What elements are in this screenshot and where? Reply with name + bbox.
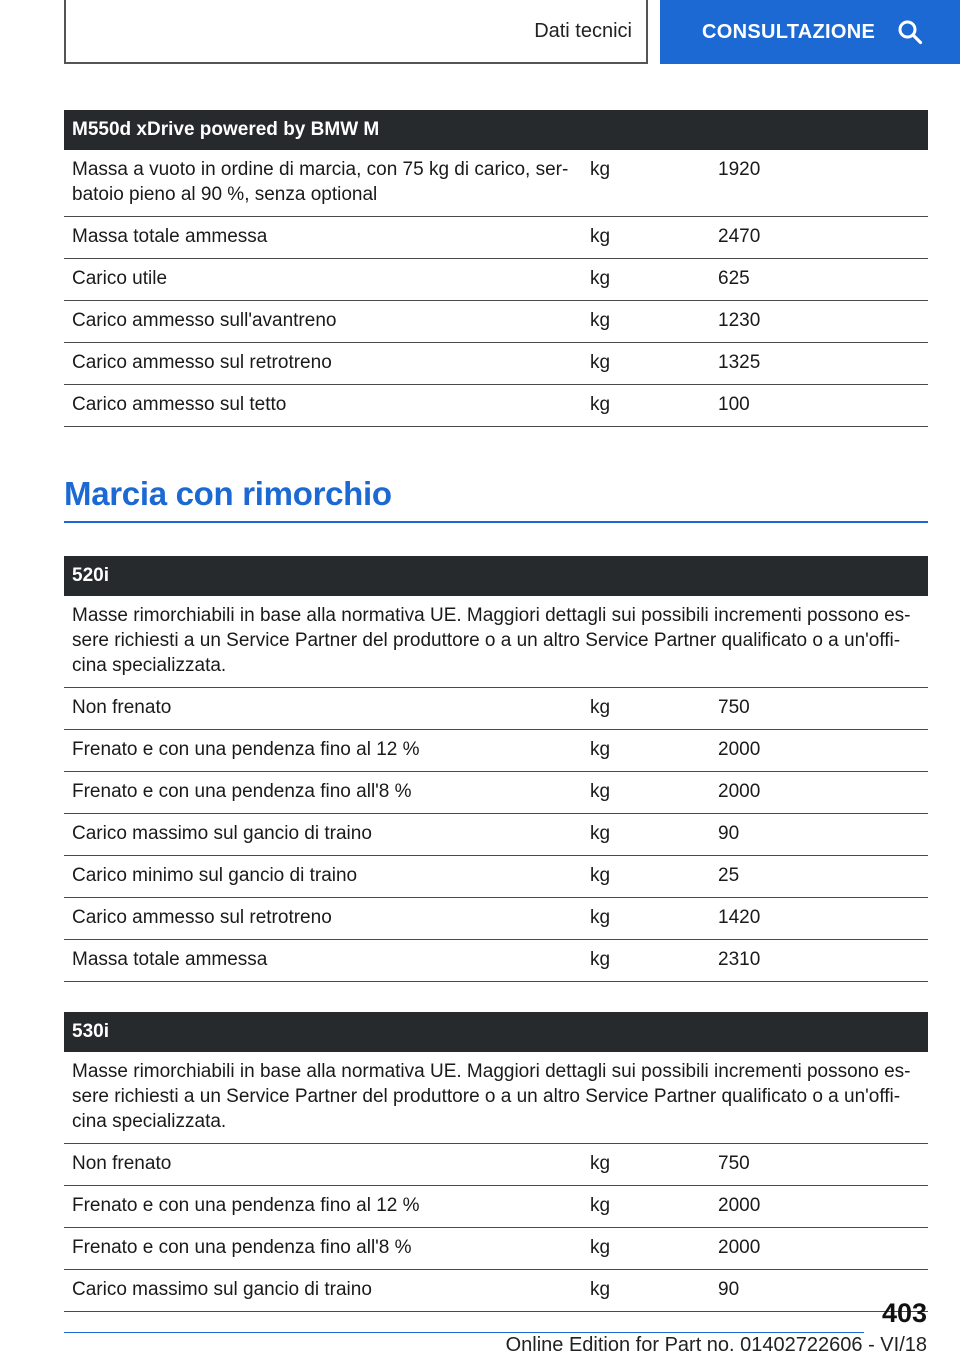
row-value: 1420 [710, 898, 928, 940]
row-unit: kg [582, 1228, 710, 1270]
table-note: Masse rimorchiabili in base alla normativa UE. Maggiori dettagli sui possibili incrementi possono es- sere richiesti a un Service Partner del produttore o a un altro Service Partner qualificato o a un'offi- cina specializzata. [64, 1052, 928, 1144]
row-description: Carico ammesso sul retrotreno [64, 898, 582, 940]
table-row [64, 730, 928, 772]
row-description: Frenato e con una pendenza fino al 12 % [64, 730, 582, 772]
table-row [64, 217, 928, 259]
row-value: 2000 [710, 772, 928, 814]
row-value: 2310 [710, 940, 928, 982]
row-unit: kg [582, 385, 710, 427]
table-row [64, 814, 928, 856]
table-heading: M550d xDrive powered by BMW M [64, 110, 928, 150]
spec-table-530i [64, 1012, 928, 1312]
row-unit: kg [582, 688, 710, 730]
row-description: Carico massimo sul gancio di traino [64, 814, 582, 856]
table-heading: 520i [64, 556, 928, 596]
table-row [64, 1186, 928, 1228]
row-description: Carico minimo sul gancio di traino [64, 856, 582, 898]
row-description: Massa a vuoto in ordine di marcia, con 75 kg di carico, ser- batoio pieno al 90 %, senza optional [64, 150, 582, 217]
table-row [64, 688, 928, 730]
row-value: 1230 [710, 301, 928, 343]
table-row [64, 150, 928, 217]
page-number: 403 [881, 1298, 927, 1328]
row-description: Non frenato [64, 1144, 582, 1186]
row-unit: kg [582, 898, 710, 940]
page-content [64, 110, 928, 1312]
row-value: 90 [710, 814, 928, 856]
row-value: 750 [710, 688, 928, 730]
row-description: Massa totale ammessa [64, 217, 582, 259]
table-row [64, 1144, 928, 1186]
table-note-row [64, 1052, 928, 1144]
row-value: 2000 [710, 1186, 928, 1228]
row-unit: kg [582, 217, 710, 259]
table-note-row [64, 596, 928, 688]
edition-text: Online Edition for Part no. 01402722606 - VI/18 [505, 1334, 927, 1356]
row-unit: kg [582, 1144, 710, 1186]
table-row [64, 772, 928, 814]
row-unit: kg [582, 772, 710, 814]
header-section-title[interactable] [64, 0, 648, 64]
row-description: Frenato e con una pendenza fino al 12 % [64, 1186, 582, 1228]
row-unit: kg [582, 259, 710, 301]
table-row [64, 385, 928, 427]
table-row [64, 259, 928, 301]
table-row [64, 1270, 928, 1312]
table-row [64, 940, 928, 982]
search-icon [897, 19, 923, 45]
row-unit: kg [582, 814, 710, 856]
table-note: Masse rimorchiabili in base alla normativa UE. Maggiori dettagli sui possibili incrementi possono es- sere richiesti a un Service Partner del produttore o a un altro Service Partner qualificato o a un'offi- cina specializzata. [64, 596, 928, 688]
row-value: 750 [710, 1144, 928, 1186]
row-description: Non frenato [64, 688, 582, 730]
row-value: 2000 [710, 1228, 928, 1270]
row-unit: kg [582, 1270, 710, 1312]
row-unit: kg [582, 343, 710, 385]
spec-table-520i [64, 556, 928, 982]
row-value: 2470 [710, 217, 928, 259]
row-value: 1920 [710, 150, 928, 217]
row-description: Carico massimo sul gancio di traino [64, 1270, 582, 1312]
row-unit: kg [582, 940, 710, 982]
table-body [64, 688, 928, 982]
row-description: Carico utile [64, 259, 582, 301]
consultazione-button[interactable] [660, 0, 960, 64]
row-unit: kg [582, 856, 710, 898]
row-description: Frenato e con una pendenza fino all'8 % [64, 1228, 582, 1270]
row-description: Carico ammesso sull'avantreno [64, 301, 582, 343]
consultazione-label: CONSULTAZIONE [702, 20, 876, 43]
table-heading: 530i [64, 1012, 928, 1052]
table-body [64, 150, 928, 427]
table-row [64, 856, 928, 898]
row-value: 100 [710, 385, 928, 427]
row-description: Carico ammesso sul retrotreno [64, 343, 582, 385]
table-row [64, 301, 928, 343]
row-value: 25 [710, 856, 928, 898]
spec-table-m550d [64, 110, 928, 427]
row-value: 625 [710, 259, 928, 301]
row-unit: kg [582, 1186, 710, 1228]
table-row [64, 1228, 928, 1270]
row-value: 90 [710, 1270, 928, 1312]
row-value: 1325 [710, 343, 928, 385]
row-value: 2000 [710, 730, 928, 772]
table-row [64, 343, 928, 385]
row-description: Massa totale ammessa [64, 940, 582, 982]
table-row [64, 898, 928, 940]
section-title-label: Dati tecnici [534, 19, 632, 42]
row-unit: kg [582, 150, 710, 217]
footer-divider [64, 1332, 864, 1333]
row-unit: kg [582, 730, 710, 772]
row-unit: kg [582, 301, 710, 343]
row-description: Carico ammesso sul tetto [64, 385, 582, 427]
table-body [64, 1144, 928, 1312]
section-heading: Marcia con rimorchio [64, 475, 928, 523]
row-description: Frenato e con una pendenza fino all'8 % [64, 772, 582, 814]
